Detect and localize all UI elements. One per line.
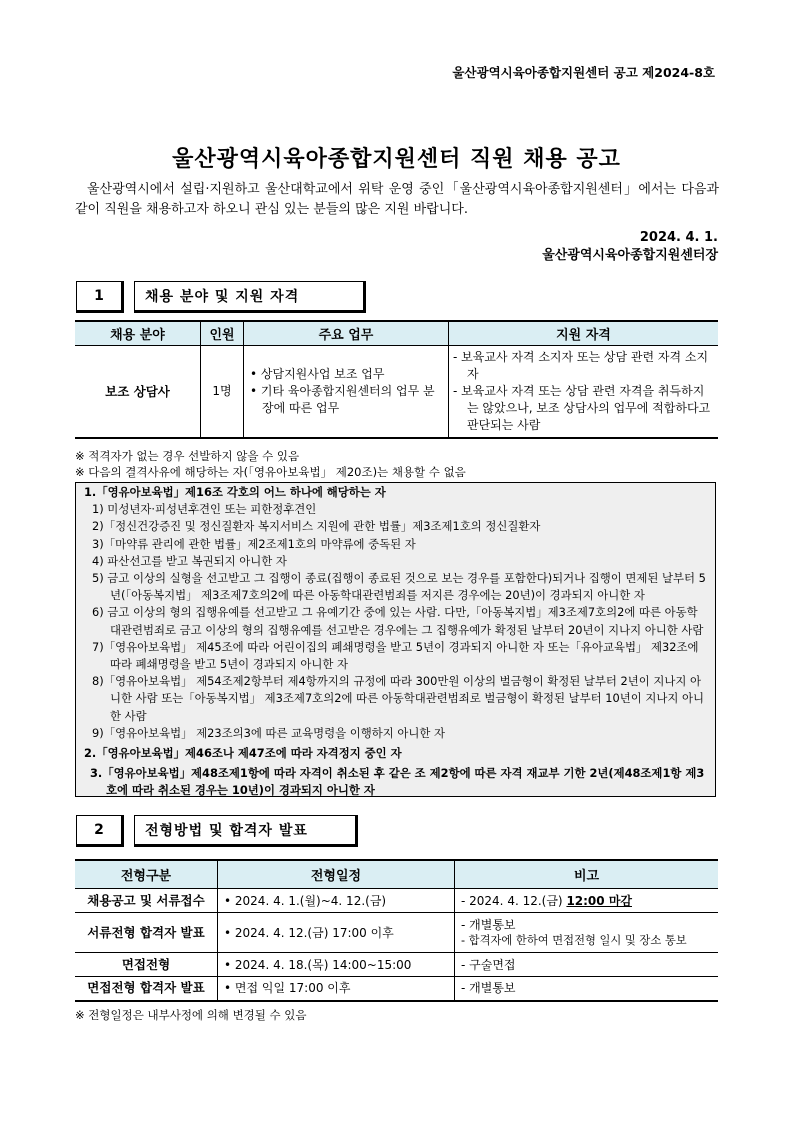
issuer: 울산광역시육아종합지원센터장 xyxy=(542,248,718,263)
count-cell: 1명 xyxy=(201,346,244,439)
header-stage: 전형구분 xyxy=(75,860,218,889)
header-field: 채용 분야 xyxy=(75,321,201,346)
note-item: ※ 적격자가 없는 경우 선발하지 않을 수 있음 xyxy=(75,449,300,463)
stage-cell: 면접전형 xyxy=(75,953,218,977)
section2-header xyxy=(76,815,358,845)
schedule-cell: • 2024. 4. 18.(목) 14:00~15:00 xyxy=(218,953,455,977)
header-note: 비고 xyxy=(455,860,719,889)
list-item: 6) 금고 이상의 형의 집행유예를 선고받고 그 유예기간 중에 있는 사람. 다만,「아동복지법」제3조제7호의2에 따른 아동학대관련범죄로 금고 이상의 형의 집행유예를 선고받은 경우에는 그 집행유예가 확정된 날부터 20년이 지나지 아니한 사람 xyxy=(92,605,704,637)
header-duties: 주요 업무 xyxy=(244,321,449,346)
list-item: 5) 금고 이상의 실형을 선고받고 그 집행이 종료(집행이 종료된 것으로 보는 경우를 포함한다)되거나 집행이 면제된 날부터 5년(「아동복지법」 제3조제7호의2에 따른 아동학대관련범죄를 저지른 경우에는 20년)이 경과되지 아니한 자 xyxy=(92,571,706,603)
table-row xyxy=(75,977,718,1001)
list-item: 7)「영유아보육법」 제45조에 따라 어린이집의 폐쇄명령을 받고 5년이 경과되지 아니한 자 또는「유아교육법」 제32조에 따라 폐쇄명령을 받고 5년이 경과되지 아니한 자 xyxy=(92,639,699,672)
stage-cell: 서류전형 합격자 발표 xyxy=(75,913,218,953)
table-row xyxy=(75,346,718,439)
table-row xyxy=(75,889,718,913)
section1-header xyxy=(76,281,366,311)
note-cell: - 구술면접 xyxy=(455,953,719,977)
schedule-table xyxy=(75,859,718,1002)
list-item: • 상담지원사업 보조 업무 xyxy=(250,367,385,381)
list-item: 8)「영유아보육법」 제54조제2항부터 제4항까지의 규정에 따라 300만원 이상의 벌금형이 확정된 날부터 2년이 지나지 아니한 사람 또는「아동복지법」 제3조제7호의2에 따른 아동학대관련범죄로 벌금형이 확정된 날부터 10년이 지나지 아니한 사람 xyxy=(92,674,704,723)
stage-cell: 면접전형 합격자 발표 xyxy=(75,977,218,1001)
table-header-row xyxy=(75,860,718,889)
schedule-cell: • 2024. 4. 1.(월)~4. 12.(금) xyxy=(218,889,455,913)
list-item: • 기타 육아종합지원센터의 업무 분장에 따른 업무 xyxy=(250,384,435,415)
issue-block xyxy=(542,229,718,265)
list-item: - 보육교사 자격 소지자 또는 상담 관련 자격 소지자 xyxy=(453,350,709,381)
list-item: - 보육교사 자격 또는 상담 관련 자격을 취득하지는 않았으나, 보조 상담사의 업무에 적합하다고 판단되는 사람 xyxy=(453,384,711,432)
note-item: ※ 다음의 결격사유에 해당하는 자(「영유아보육법」 제20조)는 채용할 수 없음 xyxy=(75,465,466,479)
note-cell: - 개별통보 xyxy=(455,977,719,1001)
note-cell: - 2024. 4. 12.(금) 12:00 마감 xyxy=(455,889,719,913)
section2-title: 전형방법 및 합격자 발표 xyxy=(134,815,358,847)
qualifications-cell xyxy=(449,346,719,439)
notice-number: 울산광역시육아종합지원센터 공고 제2024-8호 xyxy=(452,65,715,80)
intro-paragraph xyxy=(75,180,719,220)
header-count: 인원 xyxy=(201,321,244,346)
schedule-cell: • 면접 익일 17:00 이후 xyxy=(218,977,455,1001)
table-row xyxy=(75,953,718,977)
page-title: 울산광역시육아종합지원센터 직원 채용 공고 xyxy=(172,147,621,172)
schedule-cell: • 2024. 4. 12.(금) 17:00 이후 xyxy=(218,913,455,953)
duties-cell xyxy=(244,346,449,439)
note-line: - 개별통보 xyxy=(461,917,516,932)
note-line: - 합격자에 한하여 면접전형 일시 및 장소 통보 xyxy=(461,933,687,947)
issue-date: 2024. 4. 1. xyxy=(639,230,718,245)
section1-number: 1 xyxy=(76,281,124,313)
list-item: 9)「영유아보육법」 제23조의3에 따른 교육명령을 이행하지 아니한 자 xyxy=(92,725,446,740)
note-cell xyxy=(455,913,719,953)
list-item: 3)「마약류 관리에 관한 법률」제2조제1호의 마약류에 중독된 자 xyxy=(92,536,416,551)
disqualification-heading-1: 1.「영유아보육법」제16조 각호의 어느 하나에 해당하는 자 xyxy=(84,485,386,499)
header-qualifications: 지원 자격 xyxy=(449,321,719,346)
disqualification-heading-3: 3.「영유아보육법」제48조제1항에 따라 자격이 취소된 후 같은 조 제2항에 따른 자격 재교부 기한 2년(제48조제1항 제3호에 따라 취소된 경우는 10년)이 경과되지 아니한 자 xyxy=(90,766,705,798)
section2-number: 2 xyxy=(76,815,124,847)
section1-notes xyxy=(75,448,466,480)
table-row xyxy=(75,913,718,953)
list-item: 2)「정신건강증진 및 정신질환자 복지서비스 지원에 관한 법률」제3조제1호의 정신질환자 xyxy=(92,519,541,534)
stage-cell: 채용공고 및 서류접수 xyxy=(75,889,218,913)
list-item: 4) 파산선고를 받고 복권되지 아니한 자 xyxy=(92,553,287,568)
table-header-row xyxy=(75,321,718,346)
field-cell: 보조 상담사 xyxy=(75,346,201,439)
section2-footnote: ※ 전형일정은 내부사정에 의해 변경될 수 있음 xyxy=(75,1008,307,1022)
list-item: 1) 미성년자·피성년후견인 또는 피한정후견인 xyxy=(92,502,317,517)
deadline-emphasis: 12:00 마감 xyxy=(566,893,632,908)
disqualification-box xyxy=(75,482,716,797)
recruitment-table xyxy=(75,320,718,439)
disqualification-heading-2: 2.「영유아보육법」제46조나 제47조에 따라 자격정지 중인 자 xyxy=(84,746,402,761)
section1-title: 채용 분야 및 지원 자격 xyxy=(134,281,366,313)
intro-text: 울산광역시에서 설립·지원하고 울산대학교에서 위탁 운영 중인「울산광역시육아종합지원센터」에서는 다음과 같이 직원을 채용하고자 하오니 관심 있는 분들의 많은 지원 바랍니다. xyxy=(75,182,719,217)
header-schedule: 전형일정 xyxy=(218,860,455,889)
